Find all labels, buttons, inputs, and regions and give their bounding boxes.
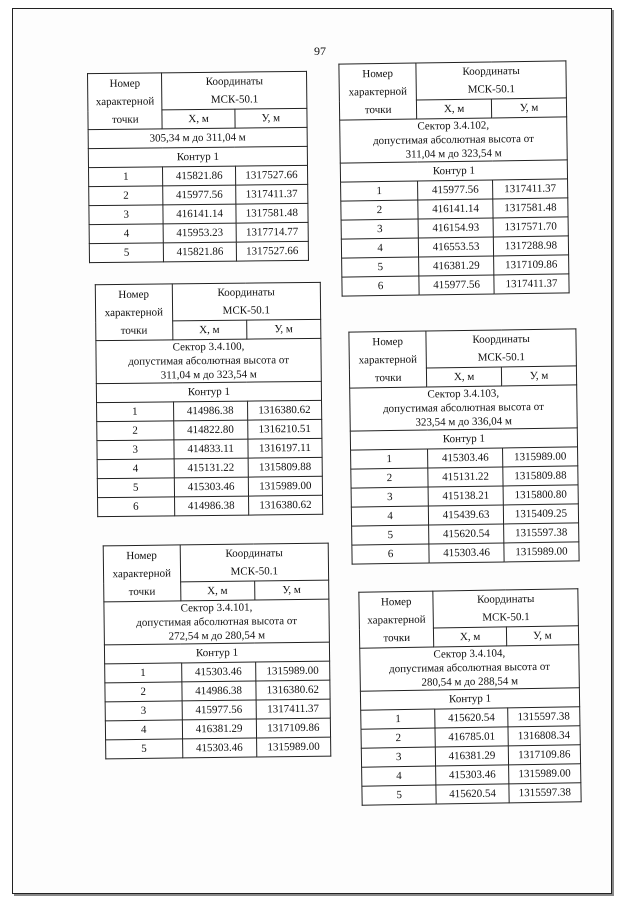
x-value: 415131.22 [428, 467, 503, 487]
y-value: 1317411.37 [493, 179, 568, 199]
x-value: 416553.53 [418, 237, 493, 257]
y-value: 1315597.38 [507, 707, 580, 727]
x-value: 414986.38 [181, 681, 255, 701]
table-row [342, 274, 569, 296]
point-number: 1 [97, 402, 174, 422]
x-value: 415977.56 [163, 185, 235, 205]
sector-caption-line: 311,04 м до 323,54 м [405, 147, 502, 161]
x-value: 415439.63 [428, 505, 503, 525]
x-header: Х, м [434, 627, 507, 647]
x-value: 415620.54 [435, 708, 508, 728]
y-value: 1315800.80 [503, 485, 578, 505]
point-header-line: Номер [126, 549, 157, 562]
contour-label: Контур 1 [360, 688, 579, 710]
page-number: 97 [314, 44, 326, 58]
coords-system: МСК-50.1 [222, 304, 271, 317]
y-value: 1316210.51 [247, 419, 321, 439]
y-value: 1317714.77 [236, 222, 308, 242]
table-row [97, 476, 322, 497]
contour-label: Контур 1 [340, 160, 567, 182]
y-value: 1315989.00 [503, 447, 578, 467]
y-value: 1315409.25 [503, 504, 578, 524]
point-header-line: Номер [362, 67, 393, 80]
sector-caption-line: 311,04 м до 323,54 м [160, 368, 257, 382]
table-row [98, 495, 323, 516]
y-value: 1315989.00 [255, 661, 329, 681]
sector-caption-line: Сектор 3.4.103, [427, 387, 500, 401]
y-value: 1317571.70 [493, 217, 568, 237]
point-number: 5 [342, 257, 419, 277]
x-value: 415953.23 [164, 223, 236, 243]
sector-caption-line: 323,54 м до 336,04 м [415, 415, 513, 429]
contour-label: Контур 1 [104, 642, 329, 664]
point-header-line: характерной [367, 613, 426, 627]
y-value: 1315809.88 [248, 457, 322, 477]
coords-header [426, 329, 576, 368]
y-value: 1316197.11 [248, 438, 322, 458]
x-value: 416141.14 [163, 204, 235, 224]
coords-system: МСК-50.1 [210, 93, 259, 106]
x-value: 415303.46 [182, 738, 256, 758]
sector-caption-line: допустимая абсолютная высота от [389, 660, 551, 676]
point-header-line: точки [128, 585, 156, 598]
coords-title: Координаты [462, 65, 520, 78]
point-number: 3 [97, 440, 174, 460]
sector-caption [96, 338, 321, 383]
table-row [362, 783, 581, 805]
y-value: 1317288.98 [493, 236, 568, 256]
x-value: 416785.01 [435, 727, 508, 747]
point-number: 5 [352, 525, 429, 545]
point-number: 2 [97, 421, 174, 441]
coords-system: МСК-50.1 [482, 611, 530, 624]
y-header: У, м [491, 98, 566, 118]
table-row [89, 241, 308, 262]
y-value: 1316380.62 [248, 495, 322, 515]
coords-title: Координаты [476, 592, 535, 606]
sector-caption-line: допустимая абсолютная высота от [136, 615, 298, 629]
x-value: 416381.29 [182, 719, 256, 739]
point-number: 1 [341, 181, 418, 201]
table-row [89, 165, 308, 186]
sector-caption-line: допустимая абсолютная высота от [382, 400, 544, 416]
point-number: 5 [106, 739, 183, 759]
x-value: 415138.21 [428, 486, 503, 506]
y-value: 1316808.34 [508, 726, 581, 746]
point-header-line: точки [120, 324, 148, 337]
x-value: 415977.56 [418, 180, 493, 200]
y-value: 1317581.48 [236, 203, 308, 223]
point-header-line: Номер [118, 288, 149, 301]
sector-caption [104, 599, 330, 645]
point-number: 3 [351, 487, 428, 507]
table-row [89, 184, 308, 205]
y-value: 1315989.00 [504, 542, 579, 562]
point-header-line: характерной [95, 94, 155, 108]
x-value: 414833.11 [173, 439, 247, 459]
x-header: Х, м [172, 320, 246, 340]
table-row [97, 438, 322, 459]
point-header-line: точки [374, 371, 402, 384]
x-value: 415303.46 [181, 662, 255, 682]
y-value: 1317109.86 [494, 255, 569, 275]
sector-caption [350, 385, 578, 431]
point-header-line: точки [364, 103, 392, 116]
y-header: У, м [254, 580, 328, 600]
sector-caption-line: Сектор 3.4.104, [433, 647, 506, 661]
x-header: Х, м [417, 99, 492, 119]
coords-title: Координаты [217, 286, 275, 299]
coordinate-table [95, 282, 323, 517]
table-row [89, 203, 308, 224]
point-header [88, 73, 163, 130]
point-number: 4 [105, 720, 182, 740]
y-value: 1317411.37 [256, 699, 330, 719]
point-number: 6 [98, 497, 175, 517]
table-row [97, 419, 322, 440]
point-number: 1 [351, 449, 428, 469]
point-number: 2 [105, 682, 182, 702]
y-value: 1315989.00 [508, 764, 581, 784]
x-value: 415303.46 [436, 765, 509, 785]
y-value: 1317411.37 [235, 184, 307, 204]
y-value: 1315597.38 [504, 523, 579, 543]
coords-header [433, 589, 578, 628]
point-number: 4 [341, 238, 418, 258]
point-header-line: характерной [112, 567, 172, 580]
coordinate-table [338, 60, 569, 296]
x-value: 415620.54 [429, 524, 504, 544]
point-header-line: характерной [348, 85, 408, 98]
point-number: 1 [361, 709, 436, 729]
sector-caption-line: 305,34 м до 311,04 м [149, 131, 246, 145]
table-row [352, 542, 579, 564]
x-value: 416381.29 [436, 746, 509, 766]
coords-title: Координаты [225, 547, 283, 560]
coords-header [172, 282, 321, 321]
point-header-line: характерной [358, 353, 418, 366]
sector-caption-line: Сектор 3.4.100, [172, 340, 245, 354]
point-number: 6 [342, 276, 419, 296]
x-value: 415620.54 [436, 784, 509, 804]
x-value: 415303.46 [428, 448, 503, 468]
sector-caption-line: допустимая абсолютная высота от [372, 132, 534, 148]
x-value: 415977.56 [419, 275, 494, 295]
x-header: Х, м [162, 109, 234, 129]
point-number: 4 [97, 459, 174, 479]
y-value: 1316380.62 [247, 400, 321, 420]
table-row [97, 400, 322, 421]
x-value: 416154.93 [418, 218, 493, 238]
y-value: 1317527.66 [236, 241, 308, 261]
point-header [339, 63, 417, 120]
point-header-line: Номер [372, 335, 403, 348]
coords-system: МСК-50.1 [477, 351, 526, 364]
x-value: 415131.22 [174, 458, 248, 478]
point-number: 2 [341, 200, 418, 220]
point-number: 5 [97, 478, 174, 498]
point-header [95, 284, 172, 341]
coordinate-table [358, 588, 581, 805]
point-number: 4 [351, 506, 428, 526]
point-number: 4 [362, 766, 437, 786]
point-number: 5 [362, 785, 437, 805]
y-value: 1316380.62 [256, 680, 330, 700]
contour-label: Контур 1 [350, 428, 577, 450]
y-value: 1317109.86 [256, 718, 330, 738]
x-value: 416141.14 [418, 199, 493, 219]
y-value: 1317527.66 [235, 165, 307, 185]
y-value: 1317109.86 [508, 745, 581, 765]
y-value: 1315597.38 [509, 783, 582, 803]
contour-label: Контур 1 [96, 381, 321, 402]
coordinate-table [87, 71, 309, 263]
coords-title: Координаты [205, 75, 264, 88]
point-number: 5 [89, 243, 164, 263]
point-number: 4 [89, 224, 164, 244]
table-row [97, 457, 322, 478]
point-header [103, 545, 180, 602]
x-header: Х, м [180, 581, 254, 601]
y-value: 1317411.37 [494, 274, 569, 294]
point-header-line: точки [383, 631, 411, 644]
point-header-line: характерной [104, 305, 164, 319]
x-value: 414822.80 [173, 420, 247, 440]
sector-caption [360, 645, 580, 691]
point-number: 2 [361, 728, 436, 748]
point-header [349, 331, 427, 388]
x-value: 416381.29 [419, 256, 494, 276]
coords-title: Координаты [472, 333, 530, 346]
coordinate-table [348, 328, 579, 564]
coords-header [180, 543, 329, 582]
point-number: 3 [361, 747, 436, 767]
sector-caption [340, 117, 568, 163]
point-number: 2 [351, 468, 428, 488]
y-value: 1315809.88 [503, 466, 578, 486]
point-number: 3 [341, 219, 418, 239]
contour-label: Контур 1 [88, 146, 307, 167]
coordinate-table [103, 543, 332, 760]
point-header-line: Номер [380, 595, 412, 608]
y-header: У, м [501, 366, 576, 386]
point-number: 1 [105, 663, 182, 683]
y-header: У, м [506, 626, 579, 646]
coords-system: МСК-50.1 [467, 83, 516, 96]
y-value: 1315989.00 [248, 476, 322, 496]
sector-caption-line: 272,54 м до 280,54 м [168, 629, 266, 643]
sector-caption-line: Сектор 3.4.101, [180, 601, 253, 615]
x-value: 415303.46 [174, 477, 248, 497]
table-row [106, 737, 331, 759]
sector-caption-line: 280,54 м до 288,54 м [421, 675, 519, 689]
sector-caption-line: Сектор 3.4.102, [417, 119, 490, 133]
table-row [89, 222, 308, 243]
y-header: У, м [235, 108, 307, 128]
x-value: 414986.38 [173, 401, 247, 421]
point-number: 1 [89, 167, 164, 187]
y-value: 1315989.00 [256, 737, 330, 757]
y-header: У, м [246, 319, 320, 339]
y-value: 1317581.48 [493, 198, 568, 218]
point-header [359, 591, 434, 648]
point-number: 2 [89, 186, 164, 206]
x-value: 415303.46 [429, 543, 504, 563]
x-value: 414986.38 [174, 496, 248, 516]
point-number: 6 [352, 544, 429, 564]
x-value: 415821.86 [164, 242, 236, 262]
point-header-line: Номер [109, 77, 141, 90]
point-number: 3 [89, 205, 164, 225]
point-number: 3 [105, 701, 182, 721]
point-header-line: точки [111, 113, 139, 126]
x-header: Х, м [427, 367, 502, 387]
coords-header [162, 71, 307, 110]
sector-caption-line: допустимая абсолютная высота от [128, 354, 290, 368]
x-value: 415977.56 [182, 700, 256, 720]
x-value: 415821.86 [163, 166, 235, 186]
coords-header [416, 61, 566, 100]
sector-caption [88, 127, 307, 148]
coords-system: МСК-50.1 [230, 565, 279, 578]
